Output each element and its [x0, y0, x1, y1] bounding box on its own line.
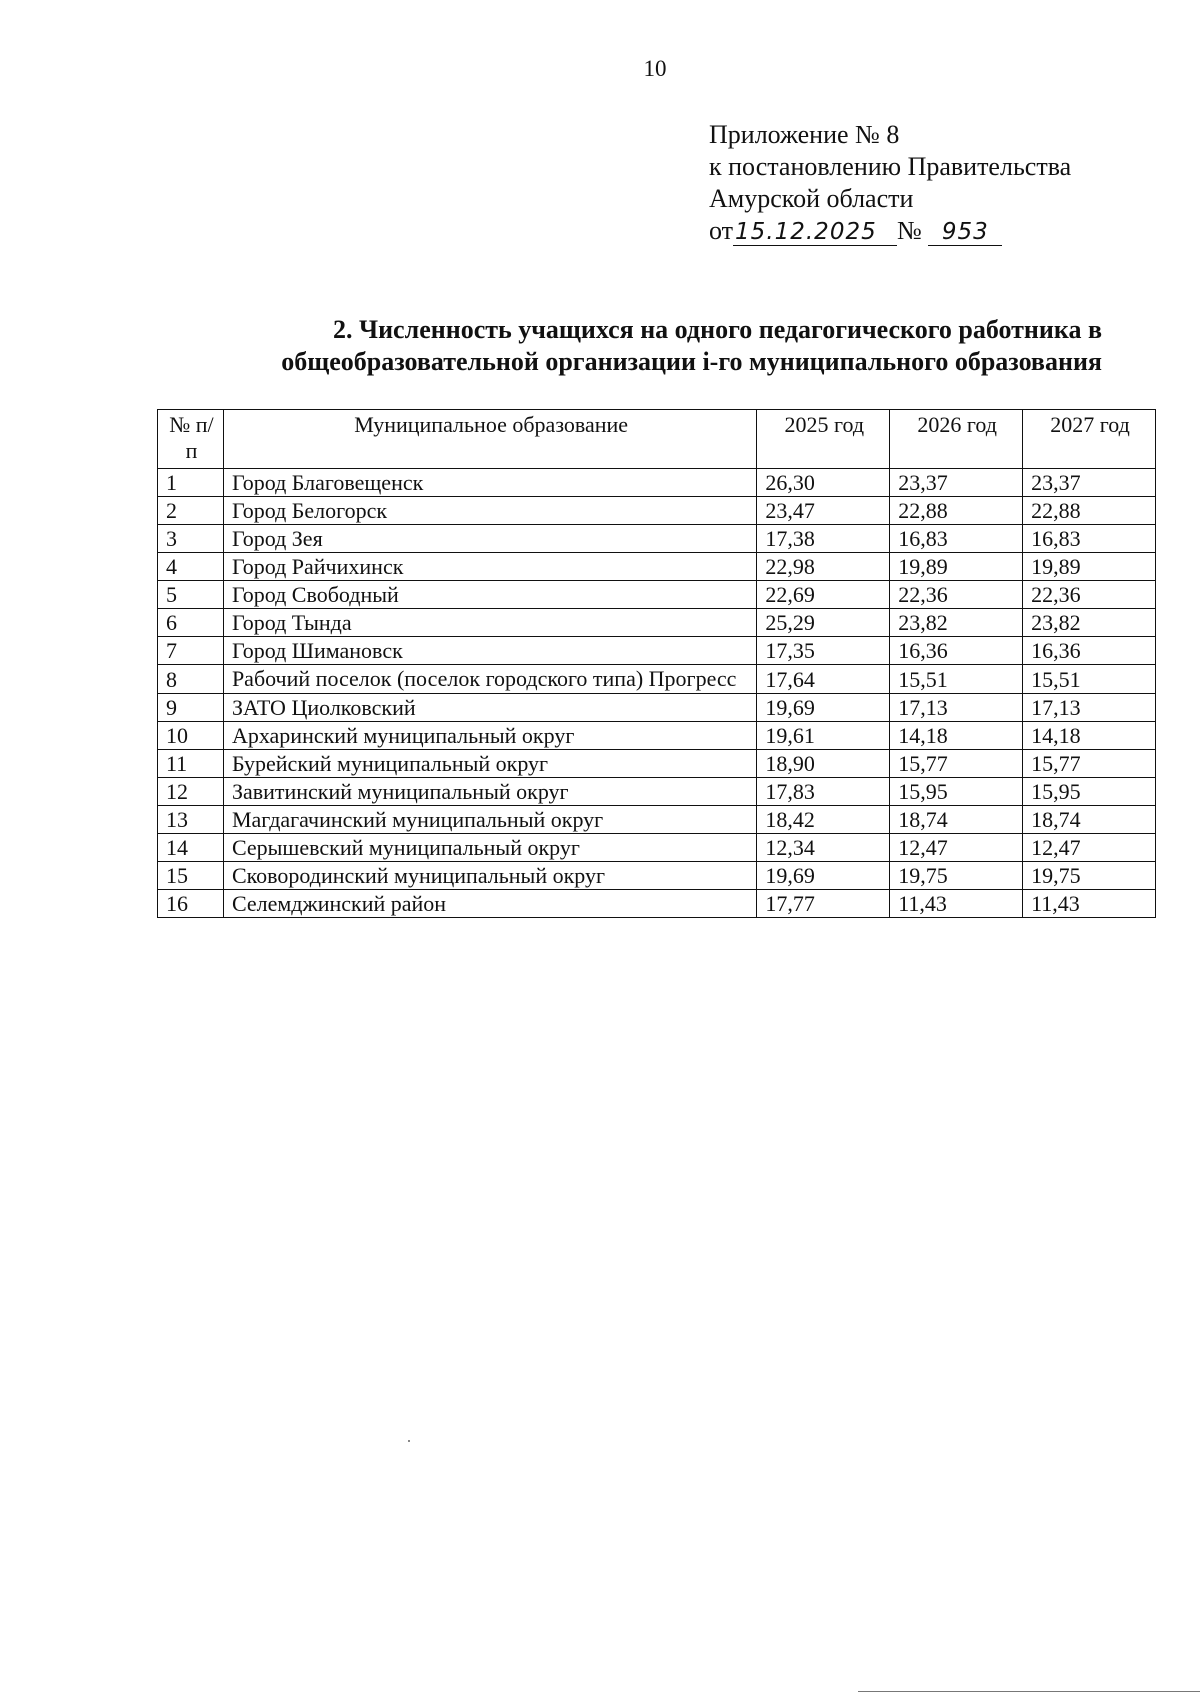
value-2027: 19,89 — [1023, 553, 1156, 581]
appendix-title: Приложение № 8 — [709, 120, 900, 149]
header-2027: 2027 год — [1023, 410, 1156, 469]
value-2027: 17,13 — [1023, 694, 1156, 722]
value-2025: 22,98 — [757, 553, 890, 581]
value-2026: 22,36 — [890, 581, 1023, 609]
appendix-region: Амурской области — [709, 184, 914, 213]
value-2027: 15,51 — [1023, 665, 1156, 694]
value-2025: 17,77 — [757, 890, 890, 918]
table-row — [158, 722, 1156, 750]
handwritten-number: 953 — [928, 219, 1002, 246]
value-2026: 14,18 — [890, 722, 1023, 750]
table-row — [158, 497, 1156, 525]
table-row — [158, 553, 1156, 581]
value-2025: 12,34 — [757, 834, 890, 862]
municipality-name: Магдагачинский муниципальный округ — [223, 806, 756, 834]
row-number: 1 — [158, 469, 224, 497]
date-prefix: от — [709, 216, 734, 245]
row-number: 16 — [158, 890, 224, 918]
value-2027: 19,75 — [1023, 862, 1156, 890]
value-2025: 17,35 — [757, 637, 890, 665]
municipality-name: Бурейский муниципальный округ — [223, 750, 756, 778]
municipality-name: Рабочий поселок (поселок городского типа) Прогресс — [223, 665, 756, 694]
value-2027: 15,95 — [1023, 778, 1156, 806]
table-row — [158, 525, 1156, 553]
row-number: 2 — [158, 497, 224, 525]
appendix-resolution: к постановлению Правительства — [709, 152, 1072, 181]
appendix-block — [709, 119, 1071, 247]
scan-speck — [408, 1440, 410, 1442]
table-row — [158, 694, 1156, 722]
value-2025: 17,38 — [757, 525, 890, 553]
municipality-name: Сковородинский муниципальный округ — [223, 862, 756, 890]
table-header-row — [158, 410, 1156, 469]
value-2027: 22,88 — [1023, 497, 1156, 525]
number-prefix: № — [897, 216, 922, 245]
value-2026: 18,74 — [890, 806, 1023, 834]
value-2026: 23,37 — [890, 469, 1023, 497]
value-2026: 17,13 — [890, 694, 1023, 722]
students-per-teacher-table — [157, 409, 1156, 918]
value-2025: 22,69 — [757, 581, 890, 609]
table-row — [158, 665, 1156, 694]
heading-line-2: общеобразовательной организации i-го муниципального образования — [281, 347, 1102, 376]
value-2026: 15,95 — [890, 778, 1023, 806]
table-row — [158, 890, 1156, 918]
table-row — [158, 469, 1156, 497]
value-2027: 14,18 — [1023, 722, 1156, 750]
value-2026: 22,88 — [890, 497, 1023, 525]
municipality-name: ЗАТО Циолковский — [223, 694, 756, 722]
appendix-date-line — [709, 215, 1071, 247]
table-row — [158, 862, 1156, 890]
row-number: 6 — [158, 609, 224, 637]
municipality-name: Серышевский муниципальный округ — [223, 834, 756, 862]
value-2026: 12,47 — [890, 834, 1023, 862]
municipality-name: Город Свободный — [223, 581, 756, 609]
row-number: 9 — [158, 694, 224, 722]
value-2025: 19,69 — [757, 694, 890, 722]
value-2026: 15,51 — [890, 665, 1023, 694]
value-2027: 16,83 — [1023, 525, 1156, 553]
municipality-name: Архаринский муниципальный округ — [223, 722, 756, 750]
value-2027: 23,82 — [1023, 609, 1156, 637]
table-row — [158, 750, 1156, 778]
header-municipality: Муниципальное образование — [223, 410, 756, 469]
municipality-name: Город Райчихинск — [223, 553, 756, 581]
municipality-name: Город Зея — [223, 525, 756, 553]
handwritten-date: 15.12.2025 — [733, 219, 897, 246]
row-number: 10 — [158, 722, 224, 750]
municipality-name: Город Благовещенск — [223, 469, 756, 497]
value-2026: 19,75 — [890, 862, 1023, 890]
row-number: 15 — [158, 862, 224, 890]
municipality-name: Город Тында — [223, 609, 756, 637]
table-row — [158, 806, 1156, 834]
value-2027: 11,43 — [1023, 890, 1156, 918]
table-body — [158, 469, 1156, 918]
row-number: 3 — [158, 525, 224, 553]
value-2026: 23,82 — [890, 609, 1023, 637]
header-2026: 2026 год — [890, 410, 1023, 469]
header-number: № п/п — [158, 410, 224, 469]
header-2025: 2025 год — [757, 410, 890, 469]
row-number: 12 — [158, 778, 224, 806]
table-row — [158, 778, 1156, 806]
value-2025: 25,29 — [757, 609, 890, 637]
row-number: 13 — [158, 806, 224, 834]
value-2025: 19,61 — [757, 722, 890, 750]
value-2025: 26,30 — [757, 469, 890, 497]
row-number: 5 — [158, 581, 224, 609]
value-2025: 23,47 — [757, 497, 890, 525]
value-2026: 16,83 — [890, 525, 1023, 553]
value-2027: 22,36 — [1023, 581, 1156, 609]
value-2025: 18,90 — [757, 750, 890, 778]
value-2025: 17,64 — [757, 665, 890, 694]
table-row — [158, 581, 1156, 609]
row-number: 8 — [158, 665, 224, 694]
table-row — [158, 637, 1156, 665]
value-2026: 16,36 — [890, 637, 1023, 665]
municipality-name: Селемджинский район — [223, 890, 756, 918]
value-2027: 16,36 — [1023, 637, 1156, 665]
municipality-name: Город Белогорск — [223, 497, 756, 525]
value-2026: 15,77 — [890, 750, 1023, 778]
value-2027: 12,47 — [1023, 834, 1156, 862]
heading-line-1: 2. Численность учащихся на одного педагогического работника в — [333, 315, 1102, 344]
table-row — [158, 609, 1156, 637]
row-number: 7 — [158, 637, 224, 665]
value-2025: 18,42 — [757, 806, 890, 834]
section-heading — [140, 314, 1102, 378]
municipality-name: Город Шимановск — [223, 637, 756, 665]
scan-edge-line — [858, 1691, 1200, 1692]
value-2027: 18,74 — [1023, 806, 1156, 834]
value-2026: 19,89 — [890, 553, 1023, 581]
value-2027: 15,77 — [1023, 750, 1156, 778]
value-2025: 17,83 — [757, 778, 890, 806]
value-2025: 19,69 — [757, 862, 890, 890]
row-number: 14 — [158, 834, 224, 862]
row-number: 4 — [158, 553, 224, 581]
page-number: 10 — [643, 56, 667, 81]
table-row — [158, 834, 1156, 862]
row-number: 11 — [158, 750, 224, 778]
value-2027: 23,37 — [1023, 469, 1156, 497]
municipality-name: Завитинский муниципальный округ — [223, 778, 756, 806]
value-2026: 11,43 — [890, 890, 1023, 918]
